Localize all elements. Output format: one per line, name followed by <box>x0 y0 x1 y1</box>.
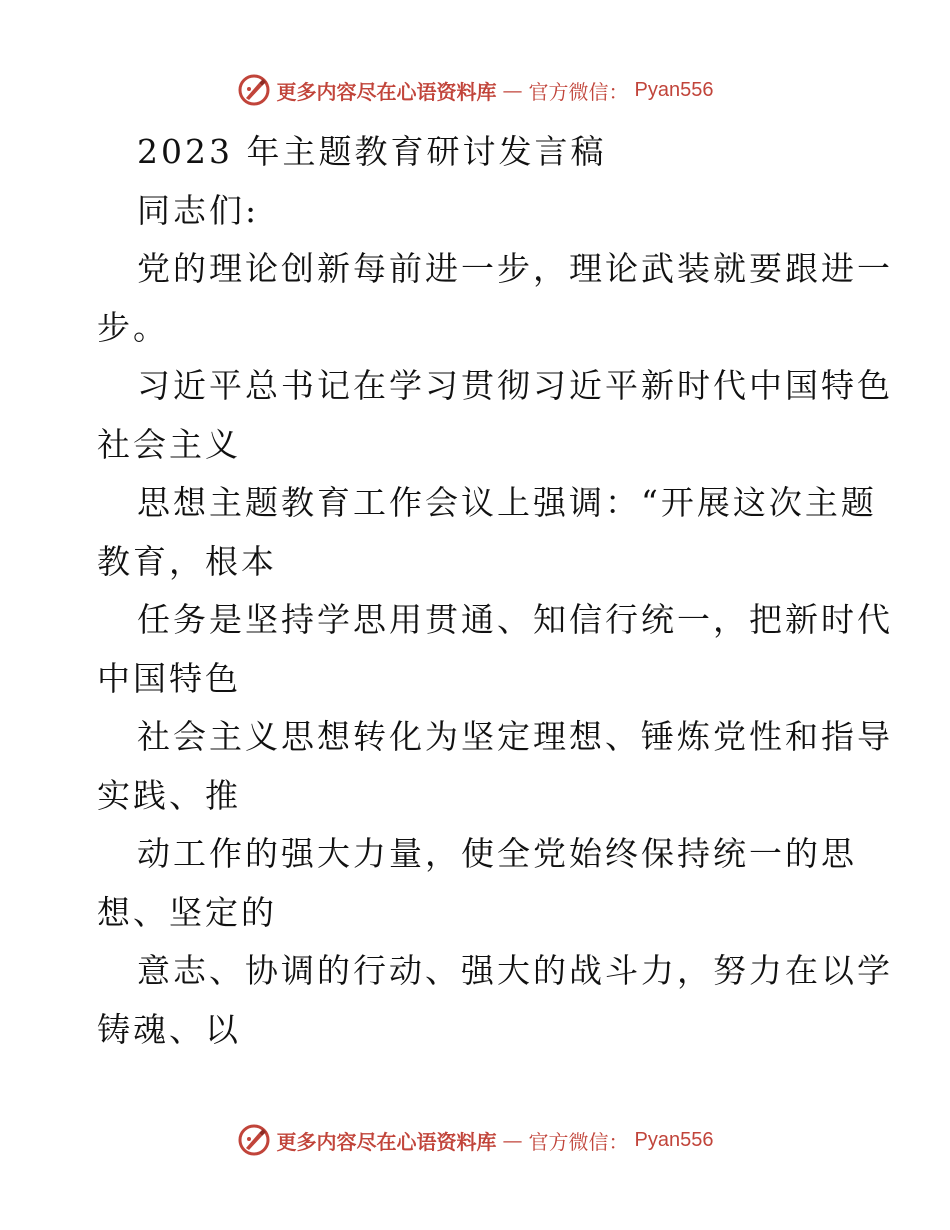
watermark-banner-bottom <box>0 1120 950 1160</box>
document-line: 想、坚定的 <box>97 892 277 932</box>
watermark-banner-top <box>0 70 950 110</box>
document-line: 思想主题教育工作会议上强调：“开展这次主题 <box>137 483 877 522</box>
document-line: 中国特色 <box>97 658 241 698</box>
document-line: 社会主义 <box>97 424 241 464</box>
watermark-dash: — <box>502 1128 523 1152</box>
document-line: 动工作的强大力量，使全党始终保持统一的思 <box>137 834 857 873</box>
watermark-label: 官方微信： <box>528 1129 629 1154</box>
watermark-label: 官方微信： <box>528 79 629 104</box>
document-line: 铸魂、以 <box>97 1009 241 1049</box>
document-line: 社会主义思想转化为坚定理想、锤炼党性和指导 <box>137 717 893 756</box>
watermark-dash: — <box>502 78 523 102</box>
document-paragraphs <box>97 240 893 1059</box>
document-line: 党的理论创新每前进一步，理论武装就要跟进一 <box>137 249 893 288</box>
document-line: 任务是坚持学思用贯通、知信行统一，把新时代 <box>137 600 893 639</box>
watermark-text: 更多内容尽在心语资料库 <box>276 79 497 104</box>
document-title: 2023 年主题教育研讨发言稿 <box>137 132 607 171</box>
pen-logo-icon <box>237 1123 271 1157</box>
document-line: 步。 <box>97 307 169 347</box>
watermark-id: Pyan556 <box>634 1128 714 1151</box>
document-line: 习近平总书记在学习贯彻习近平新时代中国特色 <box>137 366 893 405</box>
document-line: 意志、协调的行动、强大的战斗力，努力在以学 <box>137 951 893 990</box>
document-body <box>97 123 893 1059</box>
watermark-text: 更多内容尽在心语资料库 <box>276 1129 497 1154</box>
document-line: 实践、推 <box>97 775 241 815</box>
document-greeting: 同志们: <box>137 190 260 230</box>
document-line: 教育，根本 <box>97 541 277 581</box>
pen-logo-icon <box>237 73 271 107</box>
watermark-id: Pyan556 <box>634 78 714 101</box>
